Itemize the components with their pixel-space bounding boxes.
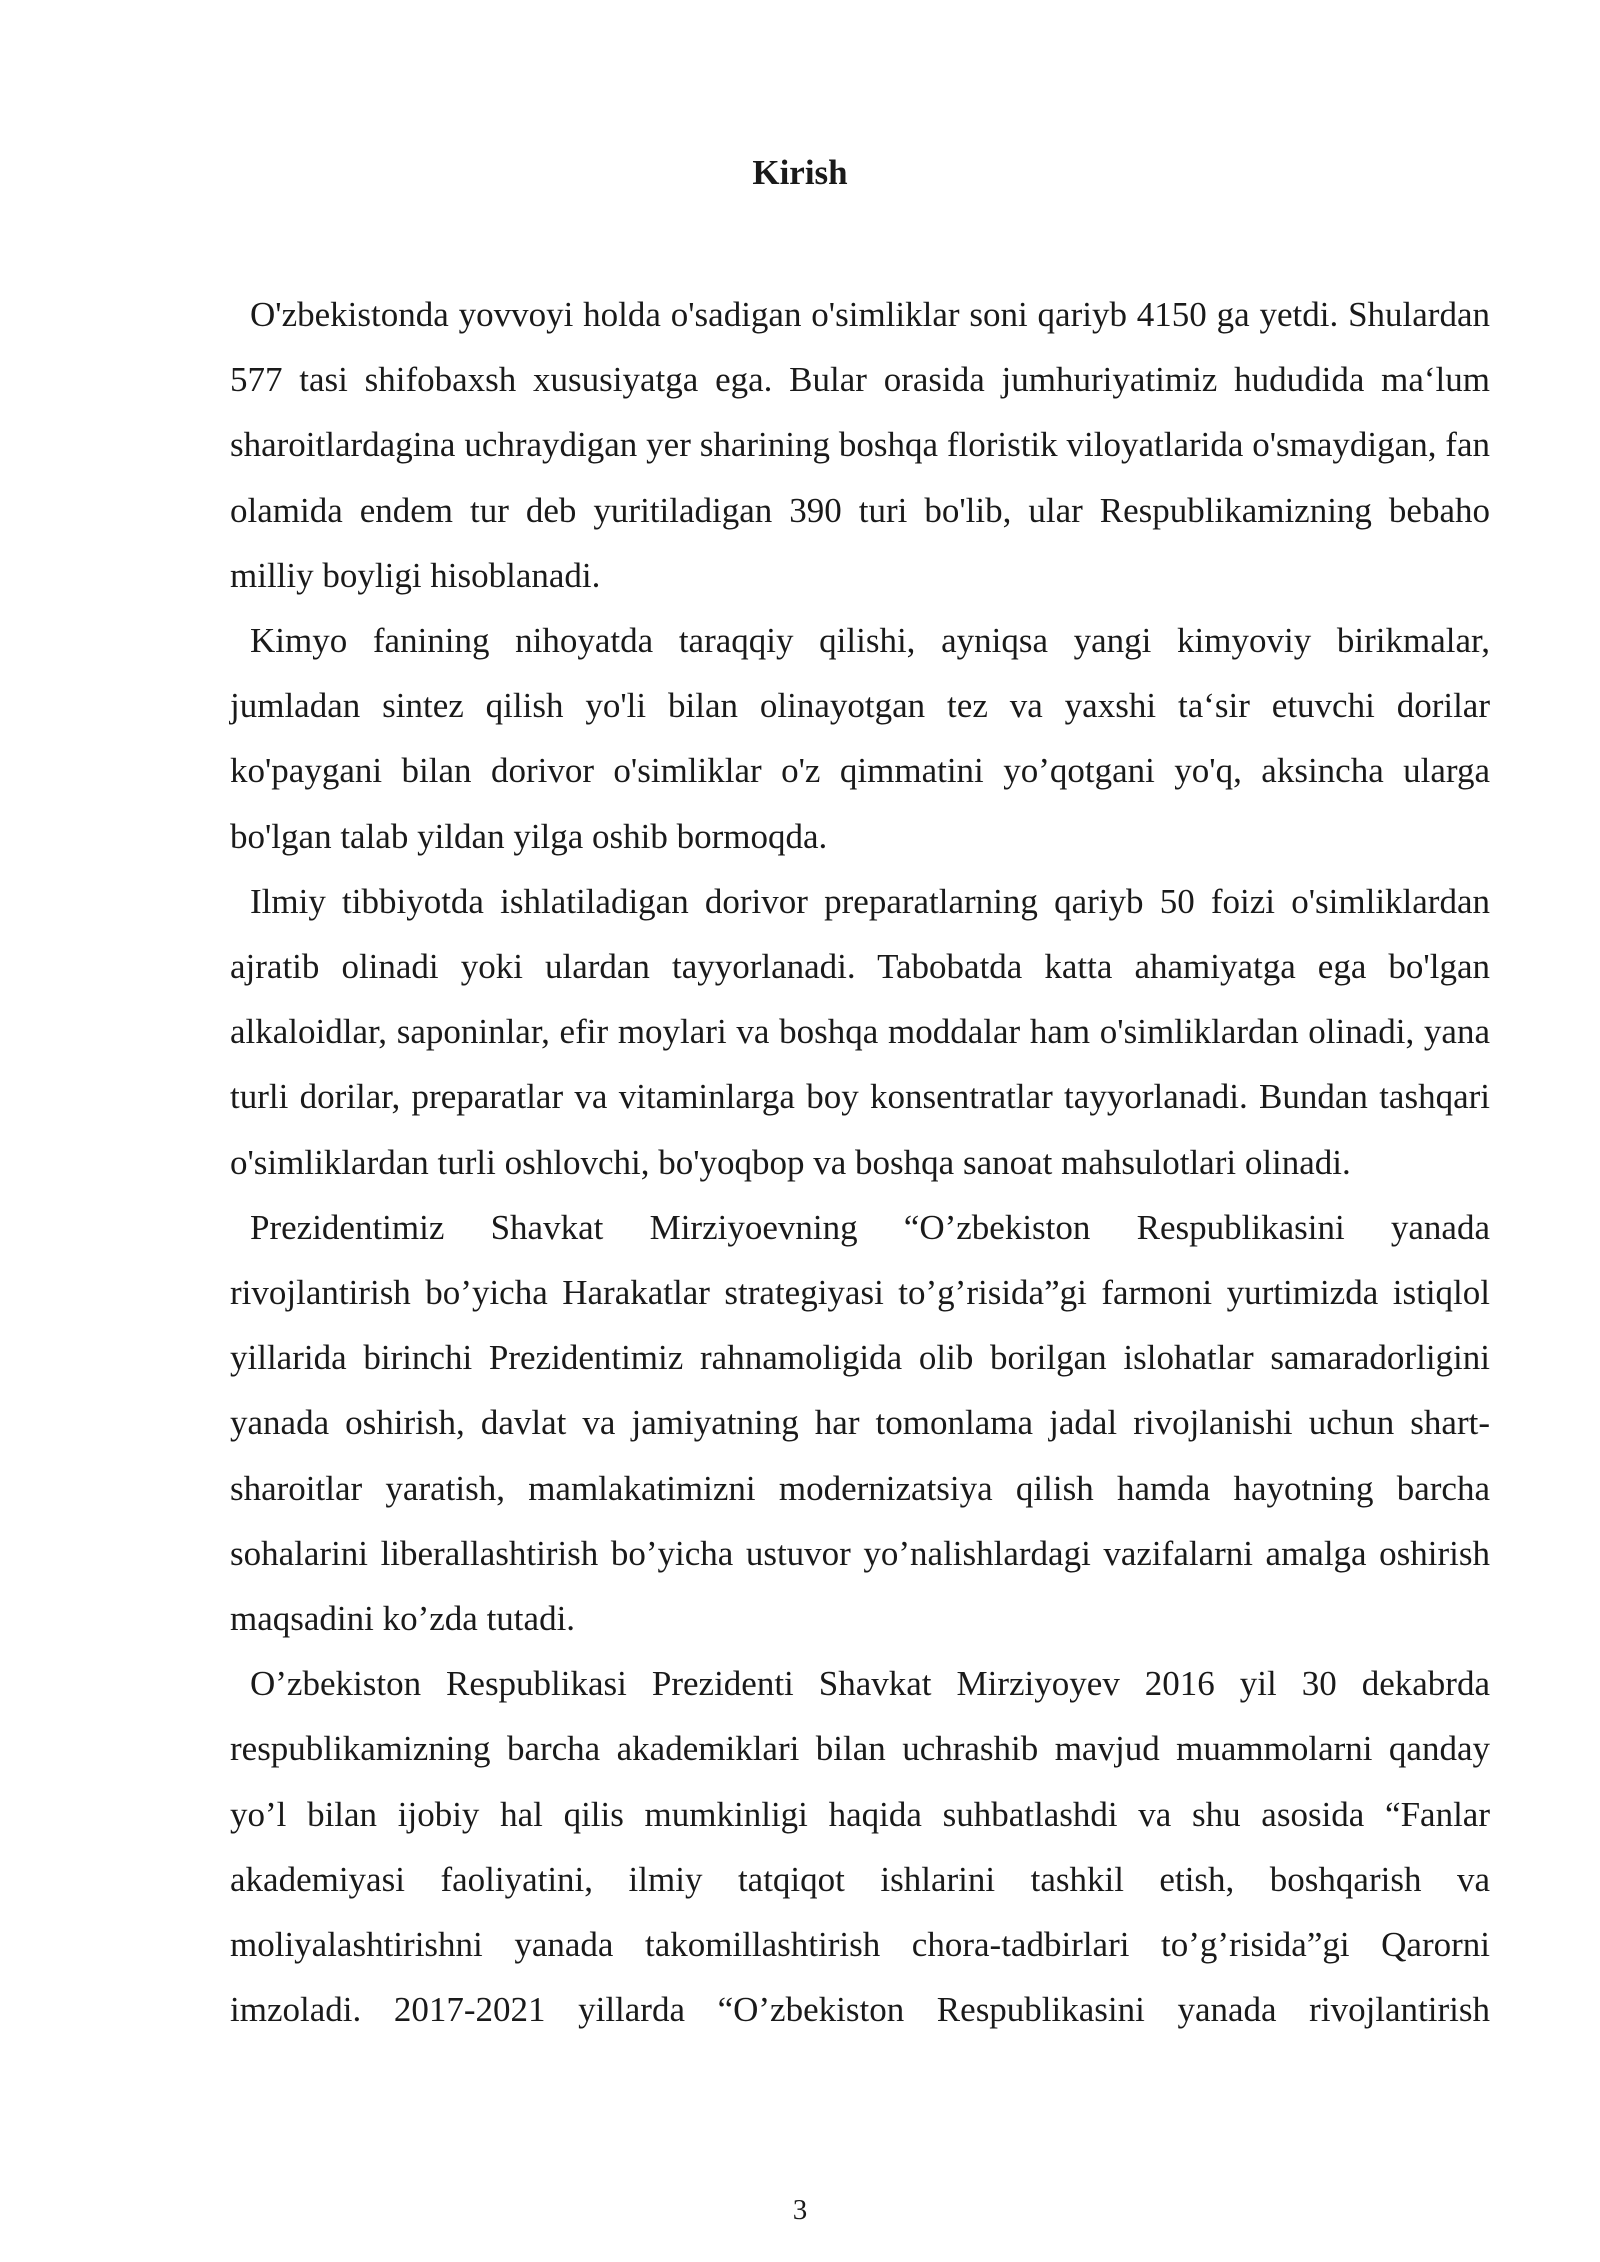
- page-number: 3: [792, 2194, 808, 2226]
- paragraph-endemic-plants: O'zbekistonda yovvoyi holda o'sadigan o'simliklar soni qariyb 4150 ga yetdi. Shulardan 577 tasi shifobaxsh xususiyatga ega. Bular orasida jumhuriyatimiz hududida ma‘lum sharoitlardagina uchraydigan yer sharining boshqa floristik viloyatlarida o'smaydigan, fan olamida endem tur deb yuritiladigan 390 turi bo'lib, ular Respublikamizning bebaho milliy boyligi hisoblanadi.: [230, 295, 1490, 595]
- paragraph-medicine: Ilmiy tibbiyotda ishlatiladigan dorivor preparatlarning qariyb 50 foizi o'simliklardan ajratib olinadi yoki ulardan tayyorlanadi. Tabobatda katta ahamiyatga ega bo'lgan alkaloidlar, saponinlar, efir moylari va boshqa moddalar ham o'simliklardan olinadi, yana turli dorilar, preparatlar va vitaminlarga boy konsentratlar tayyorlanadi. Bundan tashqari o'simliklardan turli oshlovchi, bo'yoqbop va boshqa sanoat mahsulotlari olinadi.: [230, 881, 1490, 1182]
- paragraph-academy-resolution: O’zbekiston Respublikasi Prezidenti Shavkat Mirziyoyev 2016 yil 30 dekabrda respublikamizning barcha akademiklari bilan uchrashib mavjud muammolarni qanday yo’l bilan ijobiy hal qilis mumkinligi haqida suhbatlashdi va shu asosida “Fanlar akademiyasi faoliyatini, ilmiy tatqiqot ishlarini tashkil etish, boshqarish va moliyalashtirishni yanada takomillashtirish chora-tadbirlari to’g’risida”gi Qarorni imzoladi. 2017-2021 yillarda “O’zbekiston Respublikasini yanada rivojlantirish: [230, 1664, 1490, 2030]
- page-title: Kirish: [752, 153, 848, 192]
- body-text: [230, 282, 1490, 2042]
- paragraph-strategy-decree: Prezidentimiz Shavkat Mirziyoevning “O’zbekiston Respublikasini yanada rivojlantirish bo’yicha Harakatlar strategiyasi to’g’risida”gi farmoni yurtimizda istiqlol yillarida birinchi Prezidentimiz rahnamoligida olib borilgan islohatlar samaradorligini yanada oshirish, davlat va jamiyatning har tomonlama jadal rivojlanishi uchun shart-sharoitlar yaratish, mamlakatimizni modernizatsiya qilish hamda hayotning barcha sohalarini liberallashtirish bo’yicha ustuvor yo’nalishlardagi vazifalarni amalga oshirish maqsadini ko’zda tutadi.: [230, 1207, 1490, 1639]
- paragraph-chemistry: Kimyo fanining nihoyatda taraqqiy qilishi, ayniqsa yangi kimyoviy birikmalar, jumladan sintez qilish yo'li bilan olinayotgan tez va yaxshi ta‘sir etuvchi dorilar ko'paygani bilan dorivor o'simliklar o'z qimmatini yo’qotgani yo'q, aksincha ularga bo'lgan talab yildan yilga oshib bormoqda.: [230, 621, 1490, 856]
